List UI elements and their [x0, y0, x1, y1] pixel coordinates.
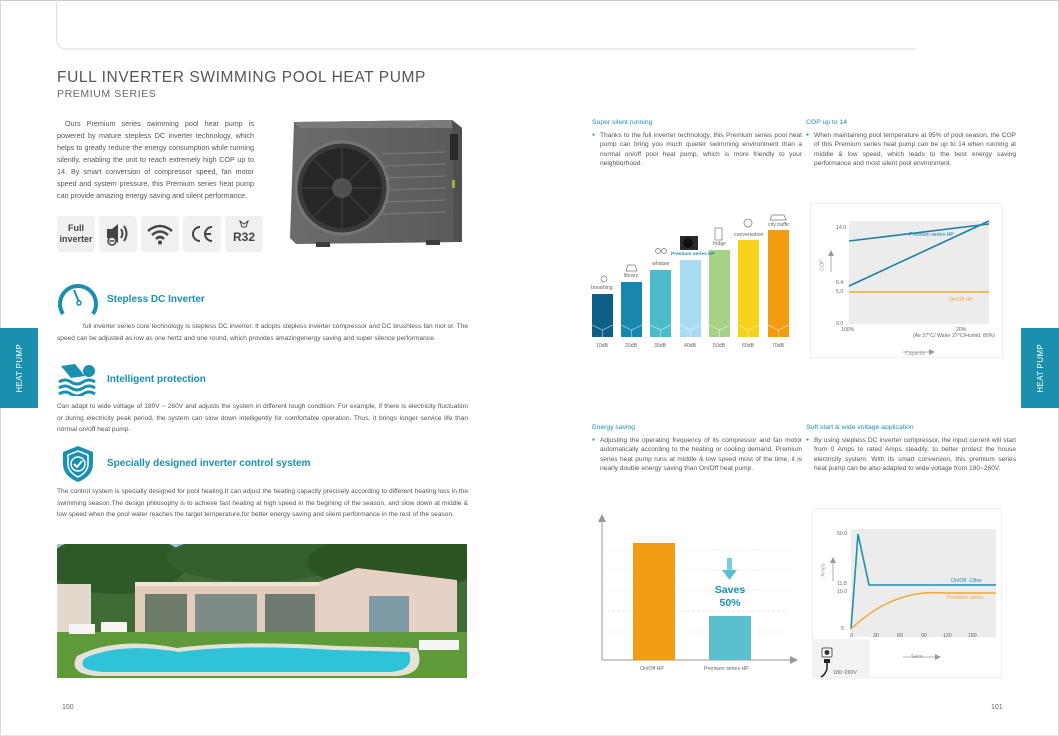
feature-text-stepless: full inverter series core technology is stepless DC inverter. It adopts stepless inverter compressor and DC brushless fan mot or. The speed can be adjusted as low as one hertz and one round, which provides amazingenergy saving and super silence performance.: [57, 323, 468, 342]
feature-title-control: Specially designed inverter control system: [107, 458, 311, 469]
section-text-energy: ● Adjusting the operating frequency of its compressor and fan motor automatically according to the heating or cooling demand, Premium series heat pump runs at middle & low speed most of the time, it is nearly double energy saving than On/Off heat pump.: [592, 436, 802, 474]
amps-y-axis-label: Amps: [820, 563, 827, 577]
cop-series-label-onoff: On/Off HP: [949, 297, 973, 303]
secs-x-tick: 90: [921, 633, 927, 639]
amps-y-tick: 10.0: [837, 589, 848, 595]
noise-db-label: 50dB: [713, 343, 726, 349]
page-title: FULL INVERTER SWIMMING POOL HEAT PUMP: [57, 69, 426, 86]
feature-text-control: The control system is specially designed for pool heating.It can adjust the heating capacity precisely according to different heating loss in the swimming season.The design philosophy is to achieve fast heating at high speed in the begining of the season, and slow down at middle & low speed when the pool water reaches the target temperature,for better energy saving and silent performance in the rest of the season.: [57, 488, 468, 518]
noise-db-label: 70dB: [772, 343, 785, 349]
ce-mark-icon: [183, 216, 221, 252]
soft-start-line-chart: [812, 508, 1002, 678]
refrigerant-icon: [239, 220, 249, 228]
side-tab-label: HEAT PUMP: [14, 343, 24, 393]
gauge-icon: [57, 280, 99, 323]
cop-x-axis-label: Capacity: [905, 351, 926, 357]
feature-badges: [57, 216, 263, 252]
noise-db-label: 20dB: [625, 343, 638, 349]
badge-r32: [225, 216, 263, 252]
cop-chart-note: (Air 27°C/ Water 27°C/Humid. 80%): [913, 333, 996, 339]
shield-check-icon: [60, 444, 96, 489]
voltage-label: 180~260V: [833, 670, 857, 676]
secs-x-tick: 0: [850, 633, 853, 639]
page-subtitle: PREMIUM SERIES: [57, 88, 157, 100]
section-heading-energy: Energy saving: [592, 424, 636, 431]
amps-y-tick: 50.0: [837, 531, 848, 537]
secs-x-tick: 120: [943, 633, 952, 639]
pool-villa-photo: [57, 544, 467, 678]
section-text-cop: ● When maintaining pool temperature at 95% of pool season, the COP of this Premium series heat pump can be up to 14 when running at middle & low speed, which leads to the best energy saving performance and most silent pool environment.: [806, 131, 1016, 169]
swimmer-icon: [57, 360, 99, 401]
side-tab-heat-pump-right: [1021, 328, 1059, 408]
energy-bar-label: On/Off HP: [640, 666, 664, 672]
secs-x-tick: 30: [873, 633, 879, 639]
section-heading-cop: COP up to 14: [806, 119, 848, 126]
noise-category-label: library: [624, 273, 639, 279]
badge-label: R32: [232, 230, 255, 244]
cop-y-tick: 5.0: [836, 289, 844, 295]
section-text-soft-start: ● By using stepless DC inverter compressor, the input current will start from 0 Amps to rated Amps steadily, to better protect the house electricity system. With its smart conversion, this premium series heat pump can be also adapted to wide voltage from 180~260V.: [806, 436, 1016, 474]
section-heading-soft-start: Soft start & wide voltage application: [806, 424, 914, 431]
section-text-silent: ● Thanks to the full inverter technology, this Premium series pool heat pump can bring you much quieter swimming environment than a normal on/off pool heat pump, which is more friendly to your neighborhood.: [592, 131, 802, 169]
amps-y-tick: 5: [841, 626, 844, 632]
noise-category-label: fridge: [713, 241, 726, 247]
feature-title-stepless: Stepless DC Inverter: [107, 294, 205, 305]
noise-category-label-highlight: Premium series HP: [671, 252, 715, 257]
badge-full-inverter: [57, 216, 95, 252]
cop-x-tick: 20%: [956, 327, 967, 333]
noise-category-label: city traffic: [768, 222, 790, 228]
side-tab-label: HEAT PUMP: [1035, 343, 1045, 393]
noise-category-label: whisper: [652, 261, 670, 267]
noise-category-label: breathing: [591, 285, 613, 291]
section-heading-silent: Super silent running: [592, 119, 653, 126]
badge-label: Full inverter: [59, 223, 93, 244]
cop-y-tick: 14.0: [836, 225, 847, 231]
cop-line-chart: [810, 203, 1003, 358]
heat-pump-product-image: [286, 114, 464, 254]
decorative-frame: [56, 0, 916, 50]
noise-db-label: 60dB: [742, 343, 755, 349]
secs-x-tick: 60: [897, 633, 903, 639]
intro-paragraph: Ours Premium series swimming pool heat pump is powered by mature stepless DC inverter technology, which helps to greatly reduce the energy consumption while running silently, enabling the unit to reach extremely high COP up to 14. By smart conversion of compressor speed, fan motor speed and system pressure, this Premium series heat pump can provide amazing energy saving and silent performance.: [57, 119, 254, 200]
amps-series-label-onoff: On/Off -13kw: [951, 578, 982, 584]
cop-y-axis-label: COP: [819, 259, 826, 271]
cop-x-tick: 100%: [841, 327, 855, 333]
noise-level-chart: [588, 205, 798, 355]
page-number-left: 100: [62, 704, 74, 711]
noise-db-label: 10dB: [596, 343, 609, 349]
noise-db-label: 30dB: [654, 343, 667, 349]
wifi-icon: [141, 216, 179, 252]
cop-y-tick: 0.0: [836, 321, 844, 327]
energy-saving-bar-chart: [590, 510, 800, 680]
savings-annotation: Saves 50%: [714, 584, 746, 609]
energy-bar-label: Premium series HP: [704, 666, 749, 672]
feature-title-protection: Intelligent protection: [107, 374, 206, 385]
page-number-right: 101: [991, 704, 1003, 711]
secs-x-axis-label: Secs: [911, 654, 923, 660]
cop-y-tick: 6.4: [836, 280, 844, 286]
cop-series-label-premium: Premium series HP: [909, 232, 954, 238]
silent-speaker-icon: [99, 216, 137, 252]
noise-db-label: 40dB: [684, 343, 697, 349]
noise-category-label: conversation: [734, 232, 764, 238]
side-tab-heat-pump-left: [0, 328, 38, 408]
amps-series-label-premium: Premium series: [947, 595, 984, 601]
amps-y-tick: 11.8: [837, 581, 847, 587]
secs-x-tick: 180: [968, 633, 977, 639]
feature-text-protection: Can adapt to wide voltage of 180V ~ 260V and adjusts the system in different tough condition. For example, if there is electricity fluctuation or during electricity peak period, the system can slow down intelligently for comfortable operation. Thus, it brings longer service life than normal on/off heat pump.: [57, 403, 468, 433]
